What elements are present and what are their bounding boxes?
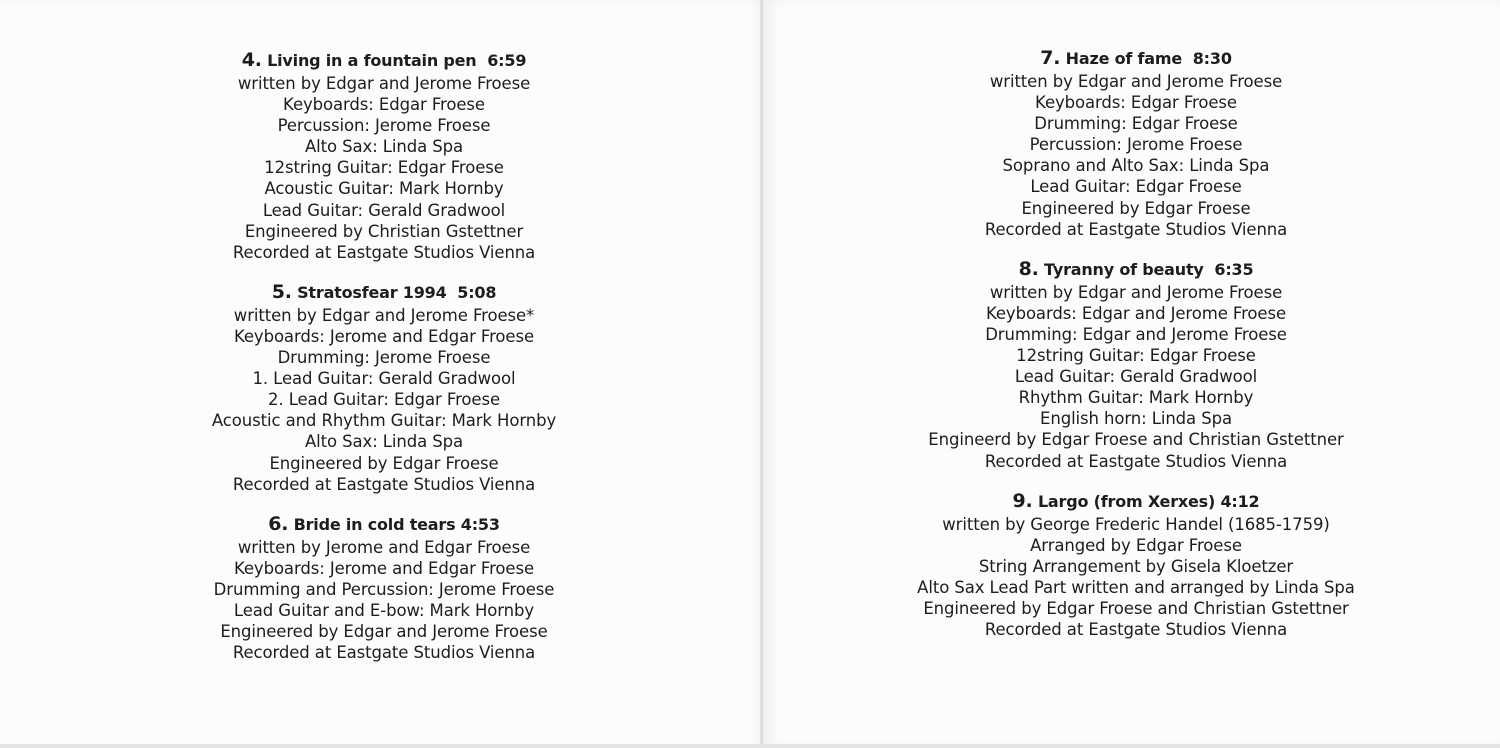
track-9 — [876, 488, 1396, 641]
track-name: Living in a fountain pen — [267, 51, 477, 70]
credit-line: 12string Guitar: Edgar Froese — [264, 158, 504, 178]
right-track-list — [876, 45, 1396, 640]
credit-line: Alto Sax: Linda Spa — [304, 432, 464, 452]
credit-line: Keyboards: Jerome and Edgar Froese — [233, 558, 535, 578]
track-number: 4. — [241, 49, 262, 71]
track-5 — [124, 279, 644, 495]
credit-line: Keyboards: Edgar Froese — [283, 95, 485, 115]
credit-line: Engineerd by Edgar Froese and Christian Gstettner — [928, 430, 1344, 450]
track-duration: 4:53 — [460, 514, 500, 534]
credit-line: Engineered by Christian Gstettner — [244, 221, 524, 241]
track-number: 5. — [271, 280, 292, 303]
track-number: 6. — [268, 512, 289, 535]
credit-line: Recorded at Eastgate Studios Vienna — [232, 474, 536, 494]
credit-line: written by Jerome and Edgar Froese — [237, 537, 531, 557]
center-fold — [760, 0, 764, 748]
track-name: Bride in cold tears — [293, 514, 456, 534]
credit-line: Lead Guitar and E-bow: Mark Hornby — [233, 600, 535, 620]
track-title — [124, 47, 644, 73]
credit-line: Soprano and Alto Sax: Linda Spa — [1002, 156, 1270, 176]
track-6 — [124, 511, 644, 664]
credit-line: Recorded at Eastgate Studios Vienna — [984, 620, 1288, 640]
credit-line: written by Edgar and Jerome Froese* — [233, 305, 535, 325]
credit-line: Engineered by Edgar and Jerome Froese — [220, 622, 548, 642]
credit-line: 1. Lead Guitar: Gerald Gradwool — [252, 369, 516, 389]
credit-line: Lead Guitar: Gerald Gradwool — [1014, 367, 1258, 387]
credit-line: Percussion: Jerome Froese — [277, 116, 491, 136]
credit-line: written by Edgar and Jerome Froese — [989, 282, 1283, 302]
track-4 — [124, 47, 644, 263]
credit-line: Engineered by Edgar Froese — [1021, 198, 1251, 218]
credit-line: English horn: Linda Spa — [1040, 409, 1232, 429]
credit-line: written by George Frederic Handel (1685-1759) — [942, 514, 1330, 534]
credit-line: Rhythm Guitar: Mark Hornby — [1018, 388, 1254, 408]
track-7 — [876, 45, 1396, 240]
track-duration: 6:59 — [487, 51, 527, 70]
credit-line: Keyboards: Edgar Froese — [1035, 93, 1237, 113]
credit-line: Drumming: Jerome Froese — [277, 348, 491, 368]
track-name: Haze of fame — [1065, 49, 1182, 68]
track-name: Tyranny of beauty — [1044, 259, 1204, 279]
credit-line: written by Edgar and Jerome Froese — [237, 74, 531, 93]
credit-line: Drumming and Percussion: Jerome Froese — [213, 579, 555, 599]
credit-line: Lead Guitar: Gerald Gradwool — [262, 200, 506, 220]
credit-line: Recorded at Eastgate Studios Vienna — [984, 219, 1288, 239]
credit-line: Recorded at Eastgate Studios Vienna — [984, 451, 1288, 471]
credit-line: Acoustic Guitar: Mark Hornby — [264, 179, 504, 199]
credit-line: Lead Guitar: Edgar Froese — [1030, 177, 1242, 197]
track-duration: 5:08 — [457, 282, 497, 302]
credit-line: Engineered by Edgar Froese — [269, 453, 499, 473]
credit-line: Drumming: Edgar and Jerome Froese — [985, 324, 1287, 344]
track-number: 7. — [1040, 47, 1061, 69]
track-title — [124, 511, 644, 537]
track-duration: 8:30 — [1192, 49, 1232, 68]
credit-line: 12string Guitar: Edgar Froese — [1016, 346, 1256, 366]
credit-line: written by Edgar and Jerome Froese — [989, 72, 1283, 91]
credit-line: Recorded at Eastgate Studios Vienna — [232, 643, 536, 663]
credit-line: Keyboards: Jerome and Edgar Froese — [233, 326, 535, 346]
track-name: Largo (from Xerxes) — [1037, 491, 1216, 511]
track-duration: 4:12 — [1220, 491, 1260, 511]
credit-line: 2. Lead Guitar: Edgar Froese — [268, 390, 500, 410]
credit-line: Alto Sax Lead Part written and arranged by Linda Spa — [917, 577, 1355, 597]
track-title — [124, 279, 644, 305]
track-8 — [876, 256, 1396, 472]
credit-line: Drumming: Edgar Froese — [1034, 114, 1238, 134]
track-title — [876, 45, 1396, 71]
credit-line: Keyboards: Edgar and Jerome Froese — [985, 303, 1287, 323]
track-title — [876, 488, 1396, 514]
track-name: Stratosfear 1994 — [297, 282, 447, 302]
credit-line: Arranged by Edgar Froese — [1030, 535, 1242, 555]
credit-line: String Arrangement by Gisela Kloetzer — [978, 556, 1294, 576]
track-number: 8. — [1018, 257, 1039, 280]
credit-line: Alto Sax: Linda Spa — [304, 137, 464, 157]
credit-line: Acoustic and Rhythm Guitar: Mark Hornby — [211, 411, 557, 431]
credit-line: Engineered by Edgar Froese and Christian Gstettner — [923, 598, 1349, 618]
credit-line: Percussion: Jerome Froese — [1029, 135, 1243, 155]
bottom-edge — [0, 744, 1500, 748]
track-title — [876, 256, 1396, 282]
track-duration: 6:35 — [1214, 259, 1254, 279]
left-track-list — [124, 47, 644, 663]
track-number: 9. — [1012, 489, 1033, 512]
credit-line: Recorded at Eastgate Studios Vienna — [232, 242, 536, 262]
